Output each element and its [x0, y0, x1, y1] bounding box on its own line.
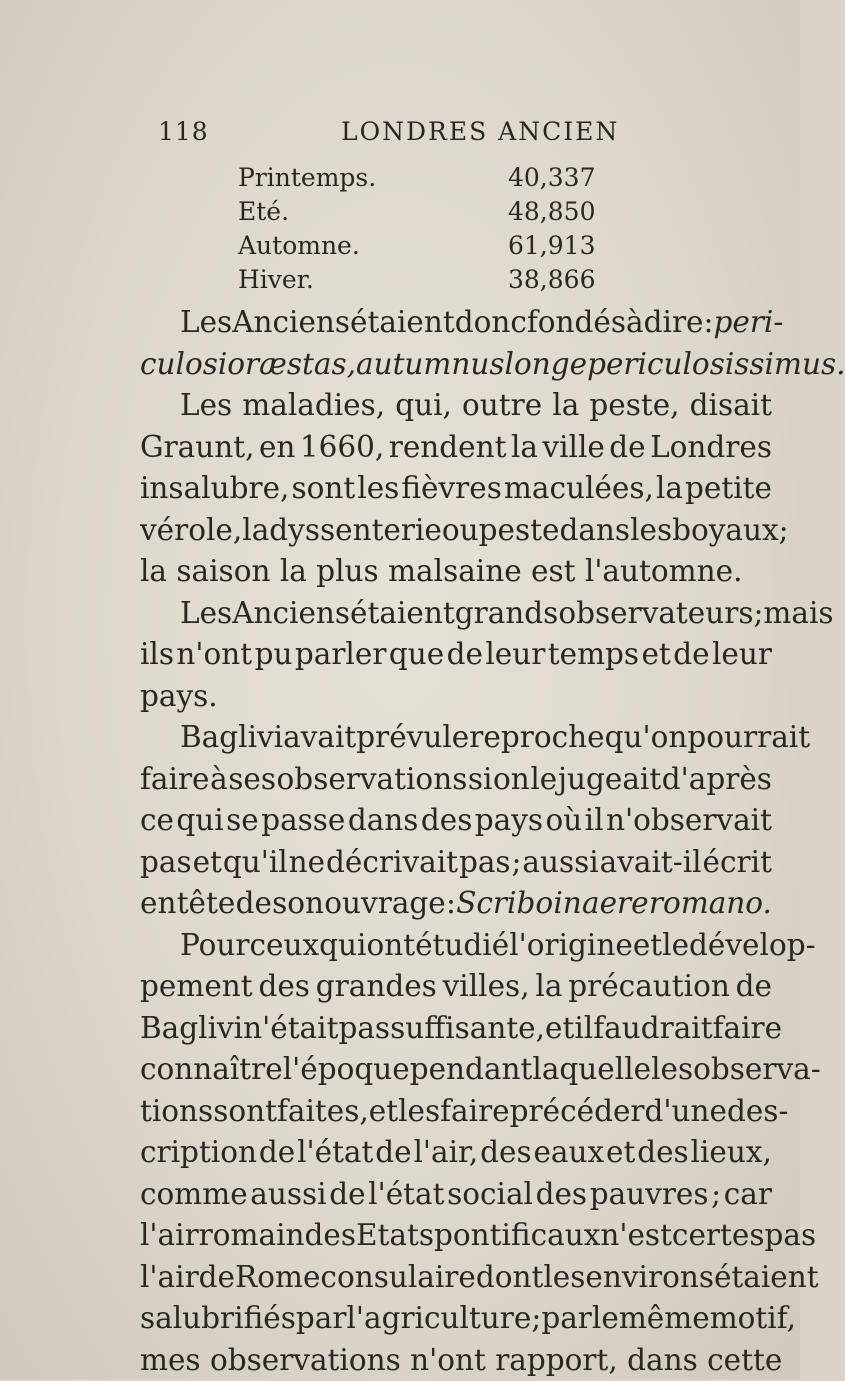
text-line: Pour ceux qui ont étudié l'origine et le dévelop- — [140, 925, 772, 967]
text-line: ils n'ont pu parler que de leur temps et de leur — [140, 634, 772, 676]
running-title: LONDRES ANCIEN — [341, 117, 619, 146]
season-name: Hiver. — [238, 265, 508, 294]
text-line: Les Anciens étaient grands observateurs ; mais — [140, 593, 772, 635]
text-line: pement des grandes villes, la précaution de — [140, 966, 772, 1008]
text-line: tions sont faites, et les faire précéder d'une des- — [140, 1091, 772, 1133]
text-line: connaître l'époque pendant laquelle les observa- — [140, 1049, 772, 1091]
page-header — [158, 117, 740, 157]
text-line: salubrifiés par l'agriculture ; par le même motif, — [140, 1298, 772, 1340]
table-row — [238, 197, 638, 231]
text-line: Les Anciens étaient donc fondés à dire : peri- — [140, 302, 772, 344]
page-number: 118 — [158, 117, 209, 146]
body-text — [140, 302, 772, 1381]
season-value: 48,850 — [508, 197, 638, 226]
text-line: vérole, la dyssenterie ou peste dans les boyaux ; — [140, 510, 772, 552]
text-line: pas et qu'il ne décrivait pas ; aussi avait-il écrit — [140, 842, 772, 884]
table-row — [238, 265, 638, 299]
season-value: 61,913 — [508, 231, 638, 260]
text-line: comme aussi de l'état social des pauvres ; car — [140, 1174, 772, 1216]
text-line: ce qui se passe dans des pays où il n'observait — [140, 800, 772, 842]
text-line: en tête de son ouvrage : Scribo in aere romano. — [140, 883, 772, 925]
seasons-table — [238, 163, 638, 299]
season-name: Automne. — [238, 231, 508, 260]
table-row — [238, 231, 638, 265]
season-name: Eté. — [238, 197, 508, 226]
table-row — [238, 163, 638, 197]
text-line: Baglivi avait prévu le reproche qu'on pourrait — [140, 717, 772, 759]
season-name: Printemps. — [238, 163, 508, 192]
season-value: 40,337 — [508, 163, 638, 192]
text-line: Baglivi n'était pas suffisante, et il faudrait faire — [140, 1008, 772, 1050]
text-line: culosior æstas, autumnus longe periculosissimus. — [140, 344, 772, 386]
season-value: 38,866 — [508, 265, 638, 294]
text-line: pays. — [140, 676, 772, 718]
text-line: faire à ses observations si on le jugeait d'après — [140, 759, 772, 801]
text-line: cription de l'état de l'air, des eaux et des lieux, — [140, 1132, 772, 1174]
text-line: insalubre, sont les fièvres maculées, la petite — [140, 468, 772, 510]
text-line: Les maladies, qui, outre la peste, disait — [140, 385, 772, 427]
text-line: mes observations n'ont rapport, dans cette — [140, 1340, 772, 1381]
text-line: l'air romain des Etats pontificaux n'est certes pas — [140, 1215, 772, 1257]
text-line: Graunt, en 1660, rendent la ville de Londres — [140, 427, 772, 469]
text-line: la saison la plus malsaine est l'automne. — [140, 551, 772, 593]
text-line: l'air de Rome consulaire dont les environs étaient — [140, 1257, 772, 1299]
